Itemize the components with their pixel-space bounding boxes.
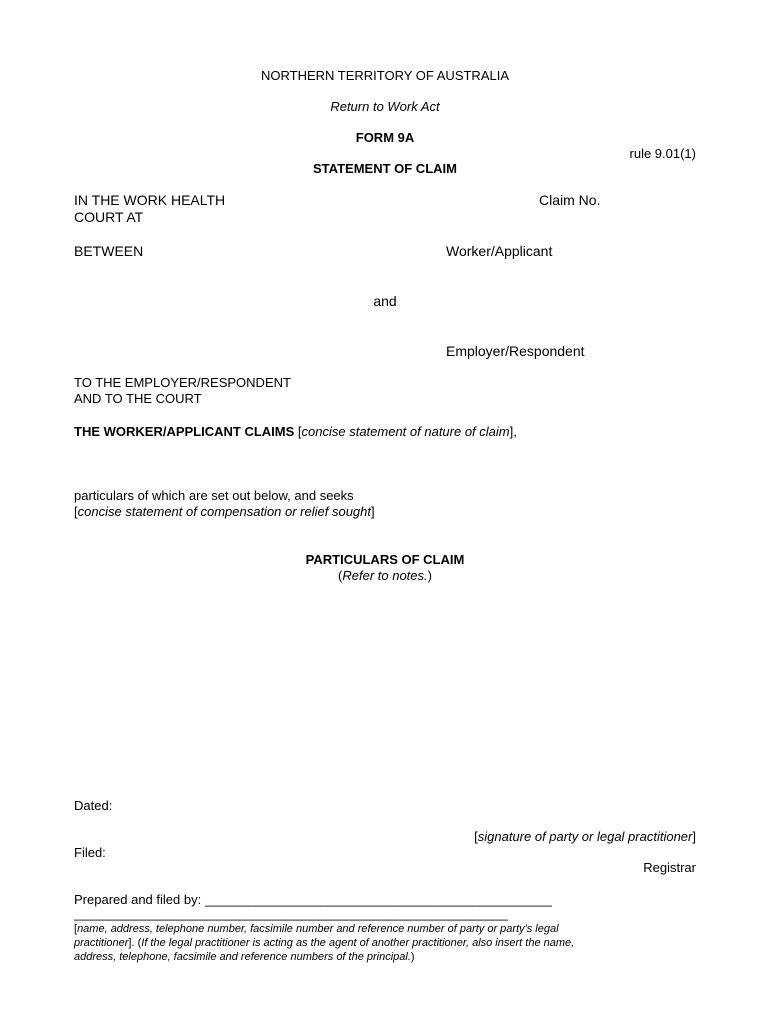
signature-line	[474, 829, 696, 845]
particulars-heading: PARTICULARS OF CLAIM	[305, 552, 465, 567]
registrar-label: Registrar	[643, 860, 696, 875]
footer-note-text-2b: ]. (	[128, 937, 142, 949]
worker-applicant-label: Worker/Applicant	[446, 243, 553, 259]
footer-note-line-3	[74, 950, 415, 964]
form-number: FORM 9A	[355, 130, 415, 145]
document-title: STATEMENT OF CLAIM	[313, 161, 457, 176]
particulars-intro-line-1: particulars of which are set out below, and seeks	[74, 488, 354, 503]
note-text: Refer to notes.	[342, 568, 428, 583]
footer-note-text-2a: practitioner	[74, 937, 129, 949]
footer-note-line-1	[74, 922, 559, 936]
between-label: BETWEEN	[74, 243, 144, 259]
and-label: and	[373, 293, 397, 309]
relief-bracket-close: ]	[371, 504, 375, 519]
particulars-note	[0, 568, 770, 584]
employer-respondent-label: Employer/Respondent	[446, 343, 585, 359]
note-paren-close: )	[427, 568, 432, 583]
claims-lead: THE WORKER/APPLICANT CLAIMS	[74, 424, 295, 439]
court-line-2: COURT AT	[74, 209, 144, 225]
claim-number-label: Claim No.	[539, 192, 601, 208]
prepared-by-underline: ____________________________________________________________	[74, 906, 508, 921]
footer-note-text-2c: If the legal practitioner is acting as the agent of another practitioner, also insert the name,	[141, 937, 575, 949]
footer-note-bracket-open: [	[74, 923, 78, 935]
particulars-intro-line-2	[74, 504, 375, 520]
jurisdiction-heading: NORTHERN TERRITORY OF AUSTRALIA	[260, 68, 509, 83]
claims-bracket-close: ],	[509, 424, 517, 439]
prepared-by-blank: ________________________________________________	[204, 892, 552, 907]
signature-text: signature of party or legal practitioner	[477, 829, 693, 844]
footer-note-line-2	[74, 936, 574, 950]
footer-note-text-1: name, address, telephone number, facsimile number and reference number of party or party's legal	[77, 923, 559, 935]
claims-statement	[74, 424, 517, 440]
relief-bracket-open: [	[74, 504, 78, 519]
act-name: Return to Work Act	[330, 99, 440, 114]
claims-bracket-open: [	[294, 424, 302, 439]
relief-sought: concise statement of compensation or relief sought	[77, 504, 372, 519]
footer-note-text-3: address, telephone, facsimile and reference numbers of the principal.	[74, 951, 411, 963]
signature-bracket-open: [	[474, 829, 478, 844]
court-line-1: IN THE WORK HEALTH	[74, 192, 226, 208]
claims-nature: concise statement of nature of claim	[301, 424, 510, 439]
signature-bracket-close: ]	[692, 829, 696, 844]
rule-reference: rule 9.01(1)	[629, 146, 696, 161]
address-line-1: TO THE EMPLOYER/RESPONDENT	[74, 375, 291, 390]
footer-note-paren-close: )	[410, 951, 415, 963]
prepared-by-label: Prepared and filed by:	[74, 892, 205, 907]
filed-label: Filed:	[74, 845, 106, 860]
note-paren-open: (	[338, 568, 343, 583]
dated-label: Dated:	[74, 798, 113, 813]
address-line-2: AND TO THE COURT	[74, 391, 202, 406]
